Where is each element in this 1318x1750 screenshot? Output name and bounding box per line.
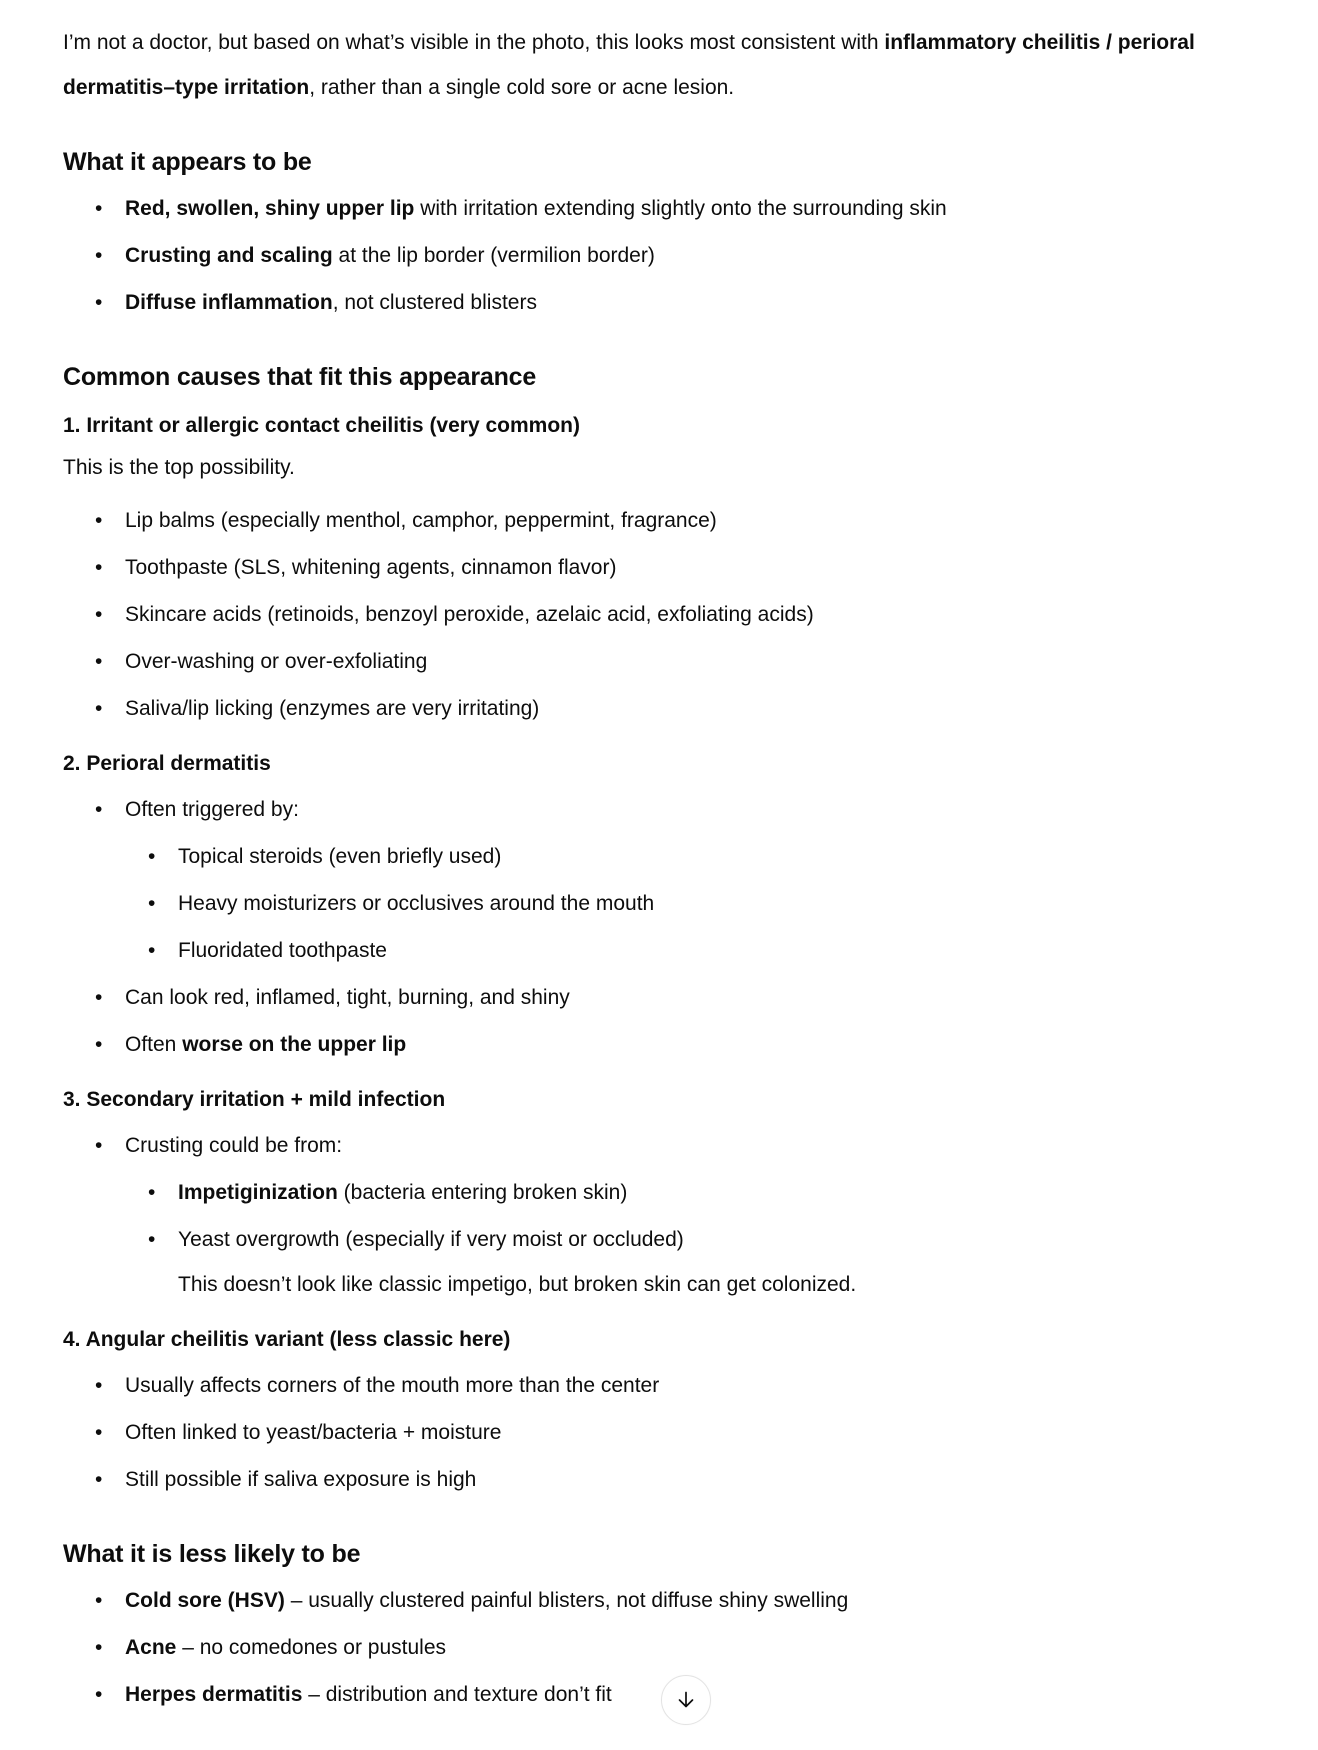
cause-1-heading: 1. Irritant or allergic contact cheilitis (very common) bbox=[63, 414, 580, 437]
triggers-sublist bbox=[125, 834, 1255, 973]
bold-segment: Herpes dermatitis bbox=[125, 1683, 303, 1706]
list-item bbox=[125, 639, 1255, 684]
text-segment: Toothpaste (SLS, whitening agents, cinnamon flavor) bbox=[125, 556, 617, 579]
text-segment: at the lip border (vermilion border) bbox=[332, 244, 655, 267]
list-item bbox=[125, 280, 1255, 325]
list-item bbox=[125, 686, 1255, 731]
cause-4-list bbox=[63, 1363, 1255, 1502]
list-item bbox=[125, 975, 1255, 1020]
text-segment: I’m not a doctor, but based on what’s visible in the photo, this looks most consistent with bbox=[63, 31, 885, 54]
text-segment: Can look red, inflamed, tight, burning, and shiny bbox=[125, 986, 570, 1009]
text-segment: Often bbox=[125, 1033, 183, 1056]
less-likely-list bbox=[63, 1578, 1255, 1717]
cause-2-heading: 2. Perioral dermatitis bbox=[63, 752, 271, 775]
list-item bbox=[125, 1578, 1255, 1623]
text-segment: Skincare acids (retinoids, benzoyl peroxide, azelaic acid, exfoliating acids) bbox=[125, 603, 814, 626]
bold-segment: Crusting and scaling bbox=[125, 244, 333, 267]
text-segment: – no comedones or pustules bbox=[176, 1636, 447, 1659]
list-item bbox=[125, 1457, 1255, 1502]
list-item bbox=[125, 498, 1255, 543]
cause-1-list bbox=[63, 498, 1255, 731]
bold-segment: Diffuse inflammation bbox=[125, 291, 333, 314]
text-segment: with irritation extending slightly onto the surrounding skin bbox=[414, 197, 947, 220]
list-item bbox=[178, 834, 1255, 879]
text-segment: Lip balms (especially menthol, camphor, peppermint, fragrance) bbox=[125, 509, 717, 532]
text-segment: Heavy moisturizers or occlusives around the mouth bbox=[178, 892, 655, 915]
list-item bbox=[125, 592, 1255, 637]
heading-less-likely: What it is less likely to be bbox=[63, 1540, 361, 1568]
list-item bbox=[178, 881, 1255, 926]
text-segment: – distribution and texture don’t fit bbox=[302, 1683, 612, 1706]
bold-segment: inflammatory cheilitis / perioral dermatitis–type irritation bbox=[63, 31, 1195, 99]
list-item bbox=[125, 1410, 1255, 1455]
cause-4-heading: 4. Angular cheilitis variant (less classic here) bbox=[63, 1328, 511, 1351]
bold-segment: Impetiginization bbox=[178, 1181, 338, 1204]
text-segment: Over-washing or over-exfoliating bbox=[125, 650, 428, 673]
text-segment: Topical steroids (even briefly used) bbox=[178, 845, 502, 868]
list-item bbox=[125, 233, 1255, 278]
list-item bbox=[178, 1217, 1255, 1307]
text-segment: , not clustered blisters bbox=[332, 291, 537, 314]
text-segment: Often linked to yeast/bacteria + moisture bbox=[125, 1421, 502, 1444]
appears-list bbox=[63, 186, 1255, 325]
list-item bbox=[178, 928, 1255, 973]
list-item bbox=[125, 1363, 1255, 1408]
text-segment: Saliva/lip licking (enzymes are very irritating) bbox=[125, 697, 540, 720]
assistant-message bbox=[63, 0, 1255, 1717]
text-segment: – usually clustered painful blisters, not diffuse shiny swelling bbox=[284, 1589, 849, 1612]
list-item bbox=[125, 186, 1255, 231]
text-segment: Fluoridated toothpaste bbox=[178, 939, 387, 962]
bold-segment: worse on the upper lip bbox=[182, 1033, 407, 1056]
list-item bbox=[125, 1022, 1255, 1067]
impetigo-note: This doesn’t look like classic impetigo, but broken skin can get colonized. bbox=[178, 1273, 857, 1296]
text-segment: Still possible if saliva exposure is high bbox=[125, 1468, 477, 1491]
list-item bbox=[125, 1123, 1255, 1307]
bold-segment: Red, swollen, shiny upper lip bbox=[125, 197, 415, 220]
list-item bbox=[125, 545, 1255, 590]
cause-2-list bbox=[63, 787, 1255, 1067]
text-segment: Often triggered by: bbox=[125, 798, 299, 821]
scroll-to-bottom-button[interactable] bbox=[661, 1675, 711, 1725]
text-segment: Yeast overgrowth (especially if very moist or occluded) bbox=[178, 1228, 684, 1251]
bold-segment: Acne bbox=[125, 1636, 177, 1659]
heading-what-it-appears: What it appears to be bbox=[63, 148, 312, 176]
bold-segment: Cold sore (HSV) bbox=[125, 1589, 285, 1612]
cause-3-list bbox=[63, 1123, 1255, 1307]
cause-1-note: This is the top possibility. bbox=[63, 456, 295, 479]
arrow-down-icon bbox=[674, 1688, 698, 1712]
text-segment: Crusting could be from: bbox=[125, 1134, 343, 1157]
list-item bbox=[125, 787, 1255, 973]
intro-paragraph bbox=[63, 20, 1255, 110]
crusting-sublist bbox=[125, 1170, 1255, 1307]
cause-3-heading: 3. Secondary irritation + mild infection bbox=[63, 1088, 446, 1111]
list-item bbox=[125, 1625, 1255, 1670]
text-segment: (bacteria entering broken skin) bbox=[337, 1181, 628, 1204]
list-item bbox=[178, 1170, 1255, 1215]
text-segment: Usually affects corners of the mouth more than the center bbox=[125, 1374, 660, 1397]
text-segment: , rather than a single cold sore or acne lesion. bbox=[309, 76, 735, 99]
heading-common-causes: Common causes that fit this appearance bbox=[63, 363, 537, 391]
